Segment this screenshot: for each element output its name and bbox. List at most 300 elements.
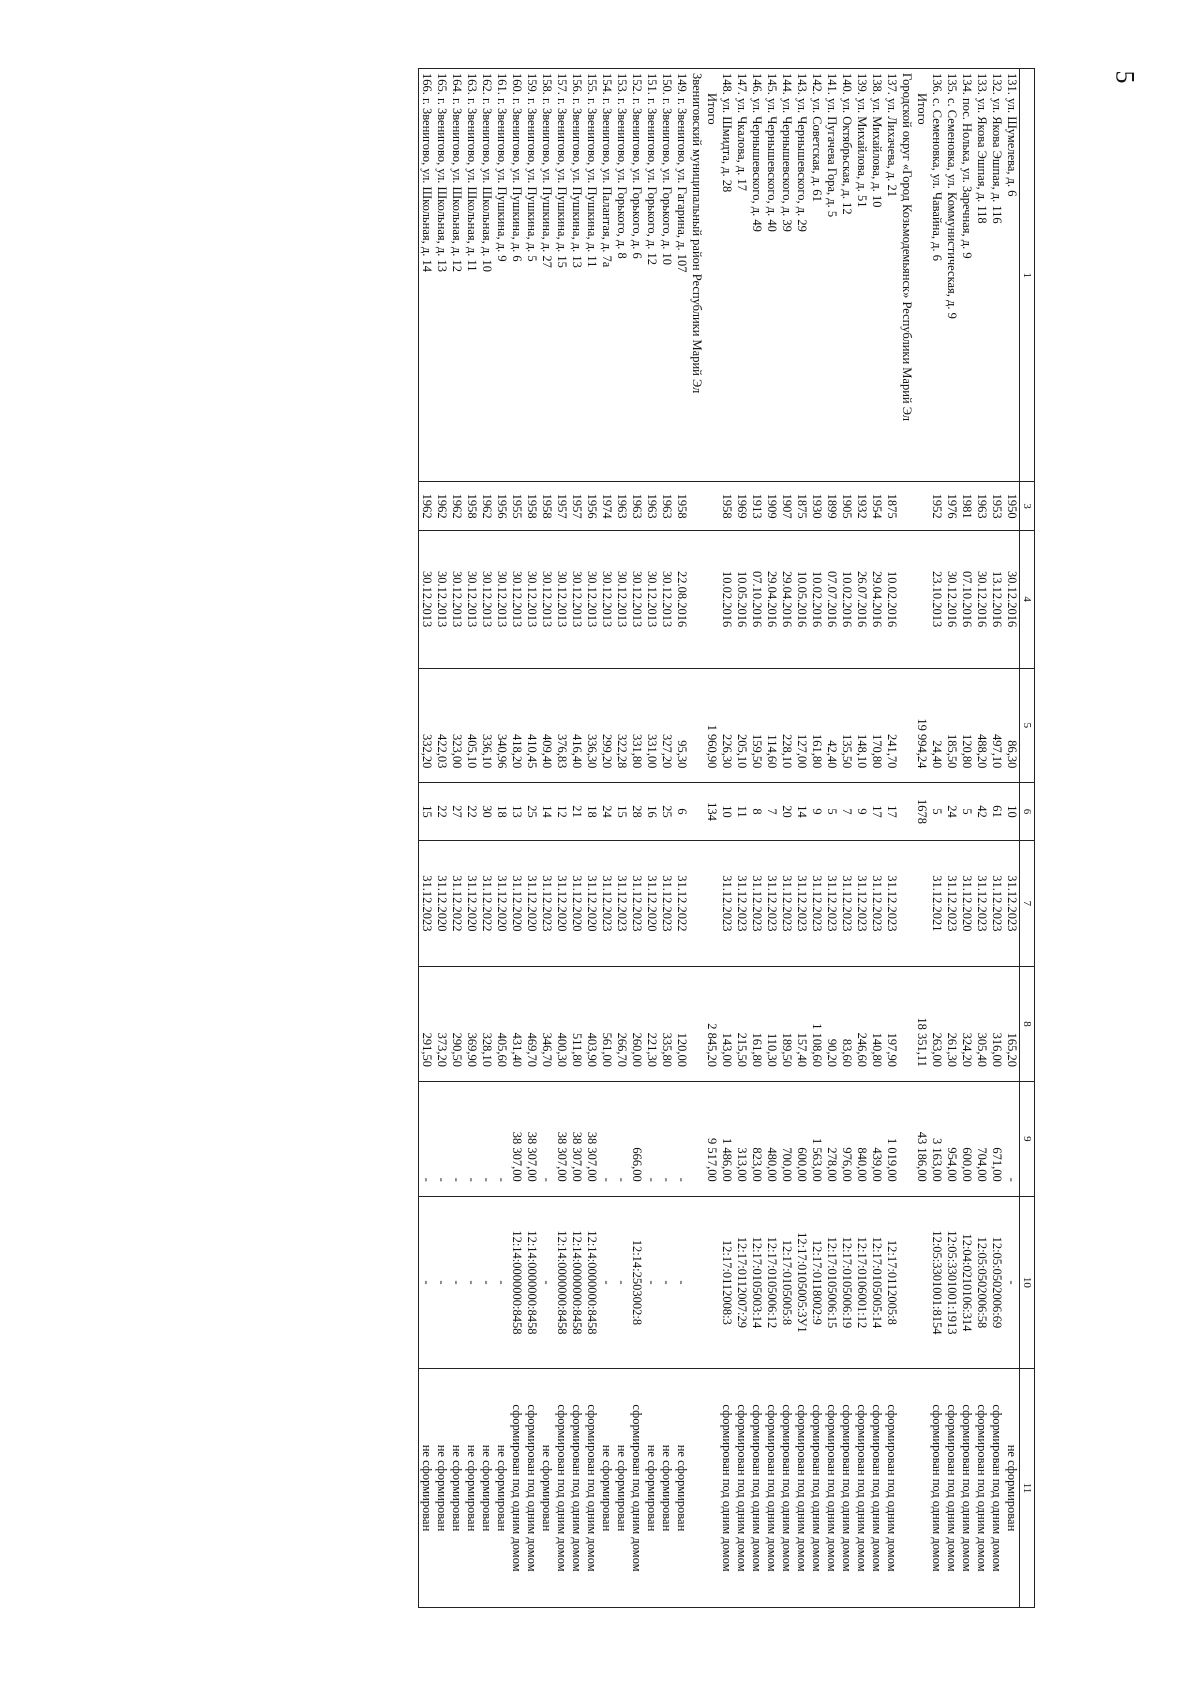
table-cell: 10.02.2016 [839,530,854,668]
table-cell: 12:17:0105006:12 [764,1196,779,1368]
table-row [539,69,554,1608]
table-cell: 1899 [824,482,839,530]
table-cell: 1962 [449,482,464,530]
total-label: Итого [914,69,929,482]
table-cell: 38 307,00 [584,1081,599,1196]
table-cell: не сформирован [599,1369,614,1608]
table-cell: 31.12.2020 [464,840,479,966]
table-row [599,69,614,1608]
table-cell: 600,00 [794,1081,809,1196]
table-cell: - [674,1081,689,1196]
table-cell: 480,00 [764,1081,779,1196]
table-cell: 10.05.2016 [794,530,809,668]
table-cell: 226,30 [719,668,734,783]
address-cell: 137. ул. Лихачева, д. 21 [884,69,899,482]
rotated-table-container [200,68,1035,1608]
table-cell: 266,70 [614,967,629,1082]
table-cell: сформирован под одним домом [524,1369,539,1608]
table-cell: 263,00 [929,967,944,1082]
table-cell: 30.12.2013 [539,530,554,668]
table-cell: 6 [674,783,689,840]
table-cell: 07.07.2016 [824,530,839,668]
table-cell: 336,10 [479,668,494,783]
table-cell: 30.12.2013 [659,530,674,668]
table-cell: - [539,1196,554,1368]
table-cell: 12:14:0000000:8458 [569,1196,584,1368]
table-cell: 143,00 [719,967,734,1082]
table-cell: 38 307,00 [569,1081,584,1196]
column-header: 10 [1020,1196,1035,1368]
table-cell: 1 108,60 [809,967,824,1082]
table-cell: 31.12.2023 [944,840,959,966]
table-cell: сформирован под одним домом [794,1369,809,1608]
table-cell: 31.12.2023 [749,840,764,966]
table-cell: 12:17:0112005:8 [884,1196,899,1368]
table-cell: 5 [824,783,839,840]
table-cell: сформирован под одним домом [554,1369,569,1608]
table-cell: 86,30 [1004,668,1020,783]
table-cell: 700,00 [779,1081,794,1196]
table-row [659,69,674,1608]
table-cell: 22.08.2016 [674,530,689,668]
table-cell: 12:14:0000000:8458 [554,1196,569,1368]
table-cell: 10.02.2016 [884,530,899,668]
empty-cell [899,840,914,966]
table-row [419,69,435,1608]
table-cell: 1963 [614,482,629,530]
table-cell: сформирован под одним домом [869,1369,884,1608]
table-row [959,69,974,1608]
table-cell: 305,40 [974,967,989,1082]
address-cell: 166. г. Звенигово, ул. Школьная, д. 14 [419,69,435,482]
table-cell: 24,40 [929,668,944,783]
table-cell: 25 [659,783,674,840]
table-cell: - [419,1081,435,1196]
table-row [1004,69,1020,1608]
table-cell: 170,80 [869,668,884,783]
table-cell: сформирован под одним домом [749,1369,764,1608]
table-cell: - [464,1196,479,1368]
table-cell: 12:17:0112008:3 [719,1196,734,1368]
table-cell: 322,28 [614,668,629,783]
table-row [434,69,449,1608]
table-cell: 31.12.2023 [989,840,1004,966]
table-body [419,69,1020,1608]
table-cell: 1954 [869,482,884,530]
table-cell: 369,90 [464,967,479,1082]
table-cell: 511,80 [569,967,584,1082]
table-cell: 1907 [779,482,794,530]
table-cell [704,530,719,668]
table-cell: 120,80 [959,668,974,783]
table-row [614,69,629,1608]
table-cell: 07.10.2016 [959,530,974,668]
table-cell: 316,00 [989,967,1004,1082]
table-cell: 1905 [839,482,854,530]
table-cell: 409,40 [539,668,554,783]
table-cell: 90,20 [824,967,839,1082]
table-cell: 31.12.2020 [584,840,599,966]
table-cell: - [614,1196,629,1368]
column-number-row [1020,69,1035,1608]
table-cell: 24 [944,783,959,840]
table-cell: 30.12.2013 [614,530,629,668]
table-row [629,69,644,1608]
page-number: 5 [1110,70,1140,84]
table-cell: 12:04:0210106:314 [959,1196,974,1368]
address-cell: 152. г. Звенигово, ул. Горького, д. 6 [629,69,644,482]
table-cell: - [599,1081,614,1196]
table-cell: 1976 [944,482,959,530]
table-cell: 1963 [974,482,989,530]
table-cell: 31.12.2023 [614,840,629,966]
address-cell: 160. г. Звенигово, ул. Пушкина, д. 6 [509,69,524,482]
table-cell: 18 [584,783,599,840]
table-cell [914,482,929,530]
table-cell: 1930 [809,482,824,530]
table-cell: 30.12.2016 [974,530,989,668]
table-cell: 1969 [734,482,749,530]
table-cell: 11 [734,783,749,840]
table-cell: 13 [509,783,524,840]
table-row [884,69,899,1608]
total-row [704,69,719,1608]
table-row [494,69,509,1608]
table-cell: 8 [749,783,764,840]
address-cell: 158. г. Звенигово, ул. Пушкина, д. 27 [539,69,554,482]
table-cell: 1 486,00 [719,1081,734,1196]
empty-cell [689,1196,704,1368]
table-cell: 22 [434,783,449,840]
table-cell: - [449,1081,464,1196]
empty-cell [689,530,704,668]
table-cell: 127,00 [794,668,809,783]
table-row [509,69,524,1608]
table-cell: не сформирован [539,1369,554,1608]
address-cell: 155. г. Звенигово, ул. Пушкина, д. 11 [584,69,599,482]
address-cell: 139. ул. Михайлова, д. 51 [854,69,869,482]
table-cell: 30.12.2013 [584,530,599,668]
address-cell: 135. с. Семеновка, ул. Коммунистическая, д. 9 [944,69,959,482]
table-cell: 31.12.2023 [794,840,809,966]
table-cell: 30.12.2013 [494,530,509,668]
table-row [734,69,749,1608]
table-row [554,69,569,1608]
table-cell: 31.12.2023 [854,840,869,966]
table-cell: 17 [884,783,899,840]
table-cell: 15 [614,783,629,840]
table-cell: - [644,1081,659,1196]
address-cell: 163. г. Звенигово, ул. Школьная, д. 11 [464,69,479,482]
table-cell: 246,60 [854,967,869,1082]
table-cell: сформирован под одним домом [989,1369,1004,1608]
table-cell: 27 [449,783,464,840]
table-cell: 1963 [659,482,674,530]
table-cell: не сформирован [434,1369,449,1608]
address-cell: 133. ул. Якова Эшпая, д. 118 [974,69,989,482]
table-cell: 12:14:0000000:8458 [524,1196,539,1368]
section-header-row [899,69,914,1608]
table-cell: 29.04.2016 [779,530,794,668]
table-cell: 1952 [929,482,944,530]
table-cell: 1974 [599,482,614,530]
table-cell: 189,50 [779,967,794,1082]
table-cell: 215,50 [734,967,749,1082]
table-cell: 1875 [794,482,809,530]
table-cell: 31.12.2020 [509,840,524,966]
table-cell: 134 [704,783,719,840]
address-cell: 147. ул. Чкалова, д. 17 [734,69,749,482]
table-cell: 373,20 [434,967,449,1082]
table-cell: 165,20 [1004,967,1020,1082]
table-cell: 28 [629,783,644,840]
table-cell: 10.02.2016 [809,530,824,668]
table-cell: 31.12.2023 [884,840,899,966]
address-cell: 154. г. Звенигово, ул. Палантая, д. 7а [599,69,614,482]
table-cell: - [494,1081,509,1196]
table-cell: 323,00 [449,668,464,783]
total-label: Итого [704,69,719,482]
table-cell: - [644,1196,659,1368]
table-cell: 31.12.2023 [419,840,435,966]
column-header: 1 [1020,69,1035,482]
table-cell: 18 [494,783,509,840]
column-header: 9 [1020,1081,1035,1196]
address-cell: 136. с. Семеновка, ул. Чавайна, д. 6 [929,69,944,482]
empty-cell [899,530,914,668]
address-cell: 142. ул. Советская, д. 61 [809,69,824,482]
address-cell: 164. г. Звенигово, ул. Школьная, д. 12 [449,69,464,482]
table-cell: 1 960,90 [704,668,719,783]
column-header: 4 [1020,530,1035,668]
table-cell: 16 [644,783,659,840]
table-cell: 1957 [569,482,584,530]
table-cell: 161,80 [809,668,824,783]
table-cell: 197,90 [884,967,899,1082]
address-cell: 162. г. Звенигово, ул. Школьная, д. 10 [479,69,494,482]
address-cell: 134. пос. Нолька, ул. Заречная, д. 9 [959,69,974,482]
table-cell: - [434,1196,449,1368]
empty-cell [899,967,914,1082]
table-cell: 340,96 [494,668,509,783]
housing-table [418,68,1035,1608]
table-cell: - [494,1196,509,1368]
table-cell: сформирован под одним домом [719,1369,734,1608]
table-cell: - [1004,1196,1020,1368]
table-cell: 335,80 [659,967,674,1082]
table-cell: 30.12.2013 [464,530,479,668]
address-cell: 156. г. Звенигово, ул. Пушкина, д. 13 [569,69,584,482]
table-cell: 31.12.2023 [869,840,884,966]
table-cell: 12 [554,783,569,840]
table-cell: 1909 [764,482,779,530]
table-row [989,69,1004,1608]
table-cell: 30.12.2013 [644,530,659,668]
table-cell: 291,50 [419,967,435,1082]
table-cell: 18 351,11 [914,967,929,1082]
table-cell: 332,20 [419,668,435,783]
table-cell: не сформирован [419,1369,435,1608]
table-cell: 61 [989,783,1004,840]
table-cell: 7 [839,783,854,840]
section-title: Звениговский муниципальный район Республики Марий Эл [689,69,704,482]
table-cell: 9 [809,783,824,840]
table-cell: 10 [1004,783,1020,840]
table-cell: 422,03 [434,668,449,783]
table-row [824,69,839,1608]
table-cell: 29.04.2016 [764,530,779,668]
table-cell: - [539,1081,554,1196]
table-row [929,69,944,1608]
table-row [974,69,989,1608]
table-cell: 431,40 [509,967,524,1082]
table-cell: 14 [794,783,809,840]
table-cell: 12:17:0106001:12 [854,1196,869,1368]
table-cell: 299,20 [599,668,614,783]
table-cell [704,1196,719,1368]
table-cell: 31.12.2020 [494,840,509,966]
address-cell: 153. г. Звенигово, ул. Горького, д. 8 [614,69,629,482]
table-cell: 31.12.2023 [779,840,794,966]
table-cell: 290,50 [449,967,464,1082]
table-cell: 31.12.2023 [719,840,734,966]
table-cell: 1958 [719,482,734,530]
table-cell: - [1004,1081,1020,1196]
table-cell: 1958 [464,482,479,530]
table-cell: 12:17:0112007:29 [734,1196,749,1368]
table-cell: 1955 [509,482,524,530]
table-cell: 13.12.2016 [989,530,1004,668]
table-cell: 38 307,00 [524,1081,539,1196]
table-cell: 30.12.2013 [479,530,494,668]
table-cell: 110,30 [764,967,779,1082]
table-cell: сформирован под одним домом [839,1369,854,1608]
empty-cell [899,1081,914,1196]
table-cell: 31.12.2023 [974,840,989,966]
table-cell: 324,20 [959,967,974,1082]
table-cell: 1963 [644,482,659,530]
table-cell: 42 [974,783,989,840]
table-cell: не сформирован [674,1369,689,1608]
table-cell: сформирован под одним домом [509,1369,524,1608]
table-cell: 704,00 [974,1081,989,1196]
address-cell: 138. ул. Михайлова, д. 10 [869,69,884,482]
table-cell: 1950 [1004,482,1020,530]
table-cell: 15 [419,783,435,840]
section-title: Городской округ «Город Козьмодемьянск» Республики Марий Эл [899,69,914,482]
table-cell: - [479,1081,494,1196]
table-cell: не сформирован [479,1369,494,1608]
table-cell: 30.12.2013 [599,530,614,668]
table-cell: 14 [539,783,554,840]
table-cell: 221,30 [644,967,659,1082]
table-cell: 148,10 [854,668,869,783]
table-cell: 405,60 [494,967,509,1082]
table-cell: 1875 [884,482,899,530]
table-cell: 22 [464,783,479,840]
address-cell: 161. г. Звенигово, ул. Пушкина, д. 9 [494,69,509,482]
table-cell: 12:17:0105003:14 [749,1196,764,1368]
table-row [809,69,824,1608]
table-cell: 30.12.2016 [1004,530,1020,668]
table-cell: 185,50 [944,668,959,783]
table-row [764,69,779,1608]
table-cell: 3 163,00 [929,1081,944,1196]
table-cell: 9 [854,783,869,840]
table-cell: 31.12.2020 [959,840,974,966]
table-cell: не сформирован [644,1369,659,1608]
table-cell: 12:05:3301001:1913 [944,1196,959,1368]
column-header: 8 [1020,967,1035,1082]
table-cell: 31.12.2020 [569,840,584,966]
table-cell: 400,30 [554,967,569,1082]
table-cell: 10.05.2016 [734,530,749,668]
table-cell: 31.12.2023 [764,840,779,966]
address-cell: 159. г. Звенигово, ул. Пушкина, д. 5 [524,69,539,482]
table-cell: 38 307,00 [509,1081,524,1196]
table-cell: 30.12.2013 [629,530,644,668]
table-cell: 31.12.2020 [434,840,449,966]
table-cell: 418,20 [509,668,524,783]
table-cell: 10 [719,783,734,840]
table-cell [704,482,719,530]
table-cell: 9 517,00 [704,1081,719,1196]
table-cell: 331,80 [629,668,644,783]
address-cell: 131. ул. Шумелева, д. 6 [1004,69,1020,482]
table-cell: 95,30 [674,668,689,783]
table-cell: 1958 [539,482,554,530]
table-cell: 666,00 [629,1081,644,1196]
address-cell: 150. г. Звенигово, ул. Горького, д. 10 [659,69,674,482]
table-cell: 261,30 [944,967,959,1082]
table-cell: 1932 [854,482,869,530]
table-cell: 12:05:0502006:69 [989,1196,1004,1368]
table-cell: 336,30 [584,668,599,783]
table-cell: 313,00 [734,1081,749,1196]
table-cell: 410,45 [524,668,539,783]
table-cell: 31.12.2023 [659,840,674,966]
table-cell: 1 563,00 [809,1081,824,1196]
table-cell: 346,70 [539,967,554,1082]
table-cell: 43 186,00 [914,1081,929,1196]
table-cell: - [614,1081,629,1196]
table-cell: 20 [779,783,794,840]
table-cell: 1981 [959,482,974,530]
table-cell: - [449,1196,464,1368]
address-cell: 143. ул. Чернышевского, д. 29 [794,69,809,482]
table-cell: сформирован под одним домом [569,1369,584,1608]
table-cell: 31.12.2020 [524,840,539,966]
table-cell: 1 019,00 [884,1081,899,1196]
table-cell: 416,40 [569,668,584,783]
table-cell: 2 845,20 [704,967,719,1082]
table-cell: 25 [524,783,539,840]
empty-cell [899,1196,914,1368]
table-cell [704,840,719,966]
table-cell: 405,10 [464,668,479,783]
table-row [839,69,854,1608]
table-row [869,69,884,1608]
table-cell: 497,10 [989,668,1004,783]
table-cell: 31.12.2022 [674,840,689,966]
table-cell: 30.12.2013 [434,530,449,668]
table-cell: не сформирован [494,1369,509,1608]
table-cell: сформирован под одним домом [584,1369,599,1608]
table-cell: 31.12.2022 [449,840,464,966]
table-cell: 07.10.2016 [749,530,764,668]
table-row [779,69,794,1608]
table-row [464,69,479,1608]
